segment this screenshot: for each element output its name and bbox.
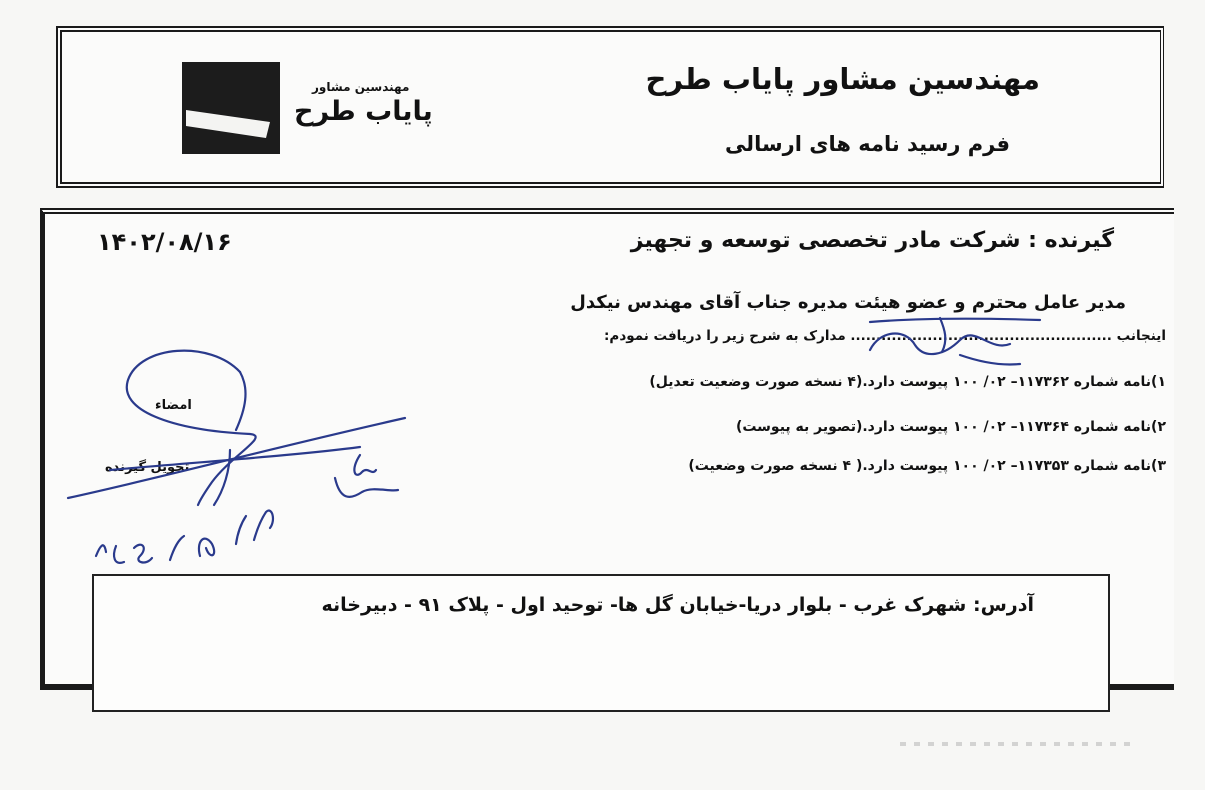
scan-artifact: [900, 742, 1130, 746]
list-item: ۱)نامه شماره ۱۱۷۳۶۲– ۰۲/ ۱۰۰ پیوست دارد.(۴ نسخه صورت وضعیت تعدیل): [649, 374, 1166, 390]
company-logo-icon: [182, 62, 280, 154]
signature-label: امضاء: [155, 398, 192, 413]
logo-big-text: پایاب طرح: [294, 96, 433, 127]
logo-small-text: مهندسین مشاور: [312, 80, 410, 94]
date: ۱۴۰۲/۰۸/۱۶: [97, 228, 232, 256]
receiver-label: تحویل گیرنده: [105, 460, 190, 475]
list-item: ۲)نامه شماره ۱۱۷۳۶۴– ۰۲/ ۱۰۰ پیوست دارد.(تصویر به پیوست): [735, 419, 1166, 435]
receipt-statement: اینجانب ................................................... مدارک به شرح زیر را دریافت نمودم:: [604, 328, 1166, 344]
list-item: ۳)نامه شماره ۱۱۷۳۵۳– ۰۲/ ۱۰۰ پیوست دارد.( ۴ نسخه صورت وضعیت): [688, 458, 1166, 474]
address-box: [92, 574, 1110, 712]
form-subtitle: فرم رسید نامه های ارسالی: [724, 132, 1010, 156]
address-text: آدرس: شهرک غرب - بلوار دریا-خیابان گل ها- توحید اول - پلاک ۹۱ - دبیرخانه: [321, 594, 1034, 616]
recipient-line: گیرنده : شرکت مادر تخصصی توسعه و تجهیز: [630, 228, 1114, 253]
header-box: [56, 26, 1164, 188]
addressee-line: مدیر عامل محترم و عضو هیئت مدیره جناب آقای مهندس نیکدل: [570, 292, 1126, 313]
company-title: مهندسین مشاور پایاب طرح: [645, 62, 1040, 96]
